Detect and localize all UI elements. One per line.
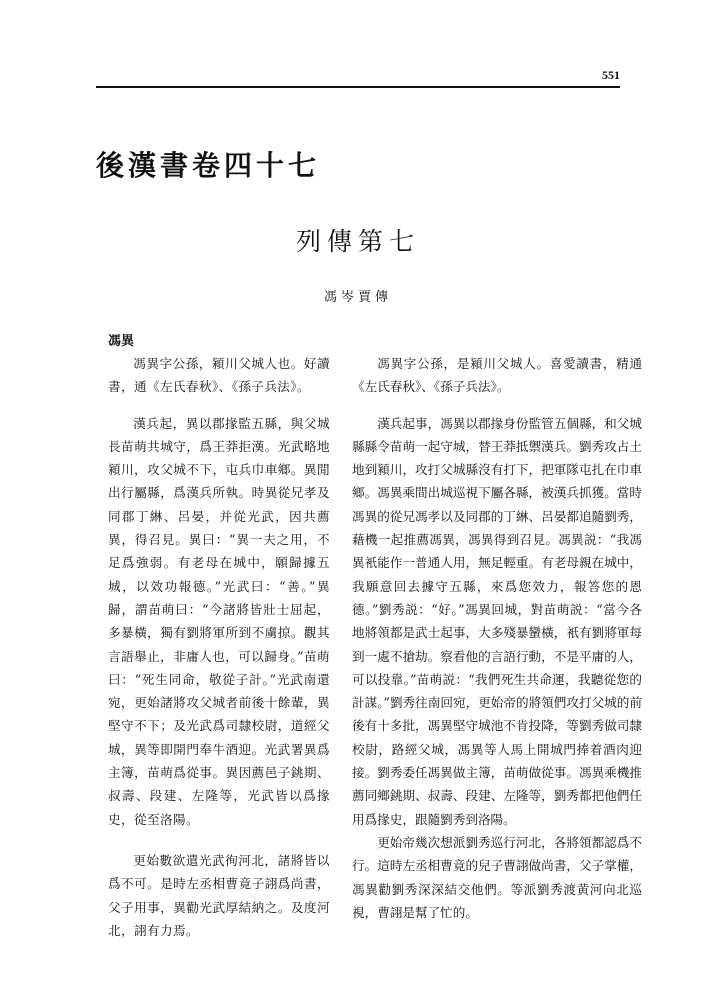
header-rule (96, 86, 620, 88)
chapter-title: 列傳第七 (295, 227, 420, 256)
biography-subtitle: 馮岑賈傳 (323, 290, 392, 305)
original-paragraph: 更始數欲遣光武徇河北，諸將皆以爲不可。是時左丞相曹竟子詡爲尚書，父子用事，異勸光武厚結納之。及度河北，詡有力焉。 (108, 852, 330, 938)
translation-paragraph: 更始帝幾次想派劉秀巡行河北，各將領都認爲不行。這時左丞相曹竟的兒子曹詡做尚書，父子掌權，馮異勸劉秀深深結交他們。等派劉秀渡黄河向北巡視，曹詡是幫了忙的。 (352, 834, 642, 920)
original-paragraph: 漢兵起，異以郡掾監五縣，與父城長苗萌共城守，爲王莽拒漢。光武略地潁川，攻父城不下，屯兵巾車鄉。異閒出行屬縣，爲漢兵所執。時異從兄孝及同郡丁綝、呂晏，并從光武，因共薦異，得召見。異曰：“異一夫之用，不足爲強弱。有老母在城中，願歸據五城，以效功報德。”光武曰：“善。”異歸，謂苗萌曰：“今諸將皆壯士屈起，多暴橫，獨有劉將軍所到不虜掠。觀其言語舉止，非庸人也，可以歸身。”苗萌曰：“死生同命，敬從子計。”光武南還宛，更始諸將攻父城者前後十餘輩，異堅守不下；及光武爲司隸校尉，道經父城，異等即開門奉牛酒迎。光武署異爲主簿，苗萌爲從事。異因薦邑子銚期、叔壽、段建、左隆等，光武皆以爲掾史，從至洛陽。 (108, 415, 330, 827)
original-paragraph: 馮異字公孫，潁川父城人也。好讀書，通《左氏春秋》、《孫子兵法》。 (108, 356, 330, 395)
translation-paragraph: 漢兵起事，馮異以郡掾身份監管五個縣，和父城縣縣令苗萌一起守城，替王莽抵禦漢兵。劉秀攻占土地到潁川，攻打父城縣沒有打下，把軍隊屯扎在巾車鄉。馮異乘間出城巡視下屬各縣，被漢兵抓獲。當時馮異的從兄馮孝以及同郡的丁綝、呂晏都追隨劉秀，藉機一起推薦馮異，馮異得到召見。馮異説：“我馮異衹能作一普通人用，無足輕重。有老母親在城中，我願意回去據守五縣，來爲您效力，報答您的恩德。”劉秀説：“好。”馮異回城，對苗萌説：“當今各地將領都是武士起事，大多殘暴蠻橫，衹有劉將軍每到一處不搶劫。察看他的言語行動，不是平庸的人，可以投靠。”苗萌説：“我們死生共命運，我聽從您的計謀。”劉秀往南回宛，更始帝的將領們攻打父城的前後有十多批，馮異堅守城池不肯投降，等劉秀做司隸校尉，路經父城，馮異等人馬上開城門捧着酒肉迎接。劉秀委任馮異做主簿，苗萌做從事。馮異乘機推薦同鄉銚期、叔壽、段建、左隆等，劉秀都把他們任用爲掾史，跟隨劉秀到洛陽。 (352, 415, 642, 827)
translation-paragraph: 馮異字公孫，是潁川父城人。喜愛讀書，精通《左氏春秋》、《孫子兵法》。 (352, 356, 642, 395)
translation-column (352, 352, 642, 924)
page-number: 551 (602, 68, 620, 82)
original-text-column (108, 352, 330, 942)
book-title: 後漢書卷四十七 (96, 149, 321, 182)
section-heading: 馮異 (108, 334, 135, 349)
